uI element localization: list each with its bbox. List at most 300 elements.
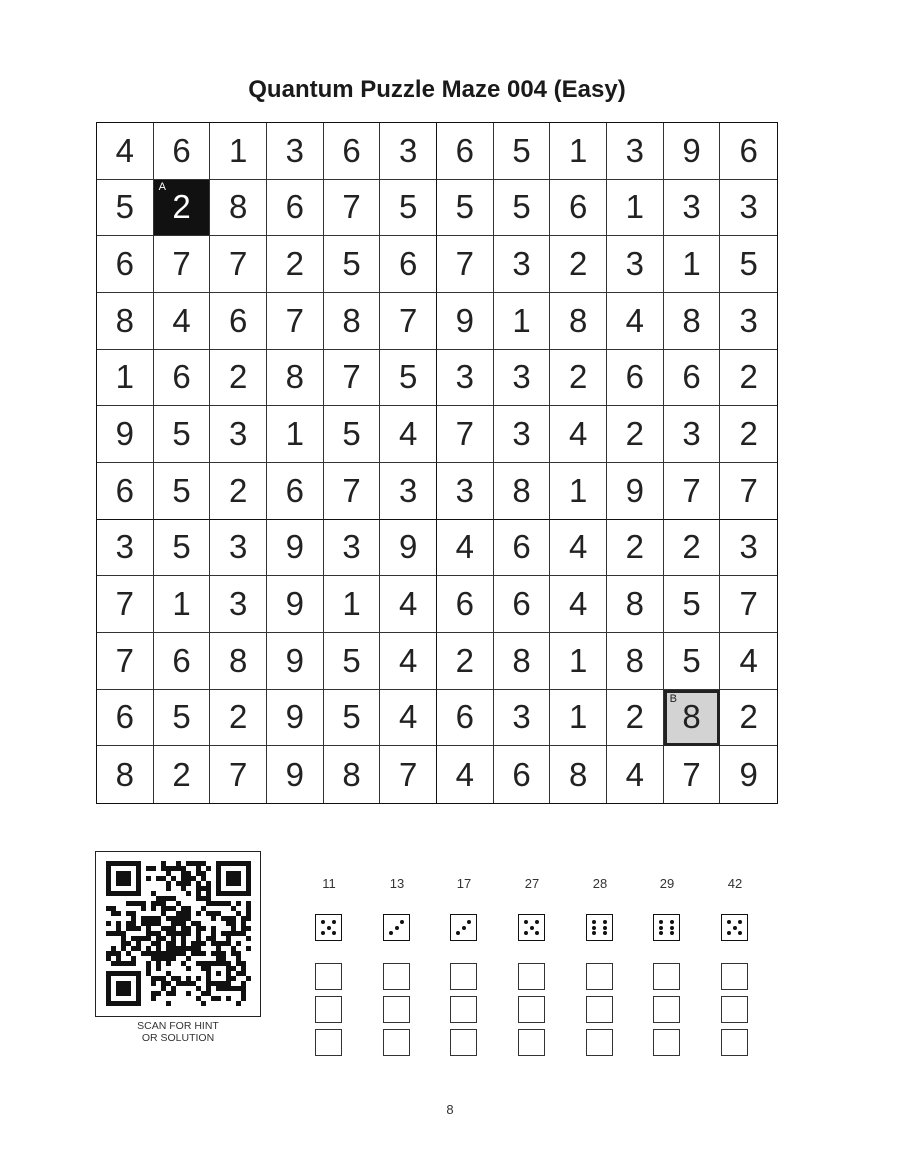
cell-value: 6 [115, 245, 134, 283]
grid-cell[interactable] [437, 746, 494, 803]
grid-cell[interactable] [324, 123, 381, 180]
answer-box[interactable] [383, 1029, 410, 1056]
grid-cell[interactable] [550, 293, 607, 350]
grid-cell[interactable] [324, 180, 381, 237]
cell-value: 8 [625, 641, 644, 679]
grid-cell[interactable] [720, 406, 777, 463]
grid-cell[interactable] [154, 123, 211, 180]
grid-cell[interactable] [154, 633, 211, 690]
grid-cell[interactable] [607, 406, 664, 463]
die-pip [670, 920, 674, 924]
grid-cell[interactable] [324, 293, 381, 350]
grid-cell[interactable] [210, 576, 267, 633]
answer-box[interactable] [653, 1029, 680, 1056]
grid-cell[interactable] [380, 633, 437, 690]
grid-cell[interactable] [720, 633, 777, 690]
grid-cell[interactable] [437, 633, 494, 690]
grid-cell[interactable] [154, 520, 211, 577]
cell-value: 3 [228, 415, 248, 453]
grid-cell[interactable] [607, 633, 664, 690]
grid-cell[interactable] [380, 236, 437, 293]
answer-box[interactable] [721, 963, 748, 990]
cell-value: 2 [568, 245, 588, 283]
die-pip [733, 926, 737, 930]
grid-cell[interactable] [664, 576, 721, 633]
cell-value: 9 [285, 585, 304, 623]
cell-value: 2 [568, 358, 588, 396]
cell-value: 1 [568, 698, 588, 736]
cell-value: 6 [455, 585, 474, 623]
die-pip [738, 931, 742, 935]
grid-cell[interactable] [607, 293, 664, 350]
grid-cell[interactable] [607, 123, 664, 180]
grid-cell[interactable] [97, 180, 154, 237]
grid-cell[interactable] [324, 520, 381, 577]
grid-cell[interactable] [607, 690, 664, 747]
grid-cell[interactable] [97, 350, 154, 407]
die-pip [603, 931, 607, 935]
grid-cell[interactable] [720, 293, 777, 350]
dice-number: 11 [322, 876, 336, 891]
cell-value: 2 [625, 698, 644, 736]
grid-cell[interactable] [550, 576, 607, 633]
cell-value: 4 [398, 415, 418, 453]
grid-cell[interactable] [607, 180, 664, 237]
grid-cell[interactable] [210, 123, 267, 180]
cell-value: 6 [398, 245, 418, 283]
grid-cell[interactable] [380, 520, 437, 577]
grid-cell[interactable] [324, 406, 381, 463]
cell-value: 4 [398, 585, 418, 623]
cell-value: 3 [398, 471, 418, 509]
die-pip [456, 931, 460, 935]
cell-value: 8 [285, 358, 304, 396]
grid-cell[interactable] [437, 236, 494, 293]
cell-value: 1 [228, 131, 248, 169]
cell-value: 7 [172, 245, 191, 283]
cell-value: 5 [342, 245, 361, 283]
cell-value: 8 [115, 301, 134, 339]
cell-value: 2 [285, 245, 304, 283]
grid-cell[interactable] [154, 746, 211, 803]
cell-value: 1 [285, 415, 304, 453]
cell-value: 3 [739, 528, 758, 566]
grid-cell[interactable] [267, 406, 324, 463]
cell-value: 8 [228, 188, 248, 226]
grid-cell[interactable] [437, 406, 494, 463]
cell-value: 1 [682, 245, 701, 283]
cell-value: 4 [398, 698, 418, 736]
answer-box[interactable] [586, 996, 613, 1023]
grid-cell[interactable] [154, 406, 211, 463]
start-cell[interactable] [154, 180, 211, 237]
cell-value: 6 [342, 131, 361, 169]
grid-cell[interactable] [607, 463, 664, 520]
die-pip [327, 926, 331, 930]
grid-cell[interactable] [607, 520, 664, 577]
cell-value: 9 [455, 301, 474, 339]
die-pip [727, 920, 731, 924]
grid-cell[interactable] [720, 576, 777, 633]
die-pip [670, 931, 674, 935]
grid-cell[interactable] [437, 350, 494, 407]
grid-cell[interactable] [550, 350, 607, 407]
cell-value: 6 [228, 301, 248, 339]
end-cell[interactable] [664, 690, 721, 747]
cell-value: 1 [625, 188, 644, 226]
grid-cell[interactable] [494, 180, 551, 237]
cell-value: 7 [228, 245, 248, 283]
grid-cell[interactable] [97, 633, 154, 690]
grid-cell[interactable] [380, 180, 437, 237]
cell-value: 4 [568, 415, 588, 453]
grid-cell[interactable] [380, 406, 437, 463]
answer-box[interactable] [586, 963, 613, 990]
grid-cell[interactable] [494, 690, 551, 747]
grid-cell[interactable] [437, 463, 494, 520]
grid-cell[interactable] [324, 236, 381, 293]
cell-value: 9 [285, 528, 304, 566]
cell-value: 7 [739, 585, 758, 623]
grid-cell[interactable] [664, 236, 721, 293]
grid-cell[interactable] [494, 463, 551, 520]
grid-cell[interactable] [437, 520, 494, 577]
answer-box[interactable] [721, 1029, 748, 1056]
grid-cell[interactable] [97, 520, 154, 577]
die-pip [592, 931, 596, 935]
grid-cell[interactable] [267, 746, 324, 803]
cell-value: 8 [115, 755, 134, 793]
grid-cell[interactable] [607, 350, 664, 407]
grid-cell[interactable] [97, 236, 154, 293]
die-pip [659, 931, 663, 935]
answer-box[interactable] [518, 963, 545, 990]
grid-cell[interactable] [664, 746, 721, 803]
grid-cell[interactable] [550, 633, 607, 690]
grid-cell[interactable] [324, 350, 381, 407]
grid-cell[interactable] [494, 406, 551, 463]
cell-value: 5 [398, 188, 418, 226]
answer-box[interactable] [315, 963, 342, 990]
grid-cell[interactable] [664, 180, 721, 237]
answer-box[interactable] [518, 1029, 545, 1056]
cell-value: 2 [625, 415, 644, 453]
grid-cell[interactable] [720, 746, 777, 803]
cell-value: 4 [568, 528, 588, 566]
grid-cell[interactable] [720, 123, 777, 180]
cell-value: 5 [342, 698, 361, 736]
cell-value: 3 [625, 131, 644, 169]
grid-cell[interactable] [437, 690, 494, 747]
grid-cell[interactable] [550, 406, 607, 463]
cell-value: 2 [228, 471, 248, 509]
grid-cell[interactable] [324, 633, 381, 690]
cell-value: 7 [115, 585, 134, 623]
grid-cell[interactable] [154, 350, 211, 407]
grid-cell[interactable] [607, 576, 664, 633]
answer-box[interactable] [518, 996, 545, 1023]
grid-cell[interactable] [550, 463, 607, 520]
die-pip [592, 926, 596, 930]
cell-value: 8 [682, 698, 701, 736]
cell-value: 6 [455, 131, 474, 169]
grid-cell[interactable] [550, 520, 607, 577]
cell-value: 6 [512, 528, 531, 566]
cell-value: 9 [682, 131, 701, 169]
cell-value: 8 [512, 641, 531, 679]
die-pip [332, 920, 336, 924]
cell-value: 5 [455, 188, 474, 226]
cell-value: 2 [739, 698, 758, 736]
cell-value: 5 [398, 358, 418, 396]
grid-cell[interactable] [494, 293, 551, 350]
grid-cell[interactable] [380, 576, 437, 633]
cell-value: 1 [568, 471, 588, 509]
grid-cell[interactable] [97, 406, 154, 463]
cell-value: 5 [739, 245, 758, 283]
answer-box[interactable] [721, 996, 748, 1023]
grid-cell[interactable] [324, 463, 381, 520]
cell-value: 4 [398, 641, 418, 679]
cell-value: 5 [342, 641, 361, 679]
dice-number: 13 [389, 876, 405, 891]
grid-cell[interactable] [97, 746, 154, 803]
cell-value: 4 [568, 585, 588, 623]
grid-cell[interactable] [720, 350, 777, 407]
die-pip [524, 931, 528, 935]
cell-value: 3 [342, 528, 361, 566]
cell-value: 3 [512, 415, 531, 453]
cell-value: 6 [285, 471, 304, 509]
cell-value: 3 [682, 415, 701, 453]
grid-cell[interactable] [154, 293, 211, 350]
grid-cell[interactable] [550, 690, 607, 747]
grid-cell[interactable] [154, 236, 211, 293]
cell-value: 2 [172, 755, 191, 793]
cell-value: 9 [285, 755, 304, 793]
grid-cell[interactable] [210, 180, 267, 237]
grid-cell[interactable] [154, 463, 211, 520]
cell-value: 8 [228, 641, 248, 679]
die-pip [389, 931, 393, 935]
grid-cell[interactable] [267, 520, 324, 577]
cell-value: 1 [568, 131, 588, 169]
grid-cell[interactable] [720, 236, 777, 293]
die-pip [332, 931, 336, 935]
answer-box[interactable] [450, 1029, 477, 1056]
grid-cell[interactable] [607, 236, 664, 293]
grid-cell[interactable] [550, 123, 607, 180]
die-pip [659, 920, 663, 924]
cell-value: 8 [625, 585, 644, 623]
cell-value: 3 [228, 528, 248, 566]
grid-cell[interactable] [720, 180, 777, 237]
die-pip [659, 926, 663, 930]
grid-cell[interactable] [494, 746, 551, 803]
dice-number: 29 [659, 876, 675, 891]
grid-cell[interactable] [437, 293, 494, 350]
die-face-icon [586, 914, 613, 941]
cell-value: 3 [455, 358, 474, 396]
die-pip [321, 931, 325, 935]
qr-code[interactable] [95, 851, 261, 1017]
qr-caption [95, 1020, 261, 1044]
grid-cell[interactable] [380, 123, 437, 180]
grid-cell[interactable] [324, 746, 381, 803]
grid-cell[interactable] [607, 746, 664, 803]
answer-box[interactable] [450, 963, 477, 990]
grid-cell[interactable] [494, 576, 551, 633]
cell-value: 3 [228, 585, 248, 623]
cell-value: 7 [342, 358, 361, 396]
cell-value: 6 [172, 131, 191, 169]
cell-value: 2 [739, 358, 758, 396]
cell-value: 8 [568, 755, 588, 793]
grid-cell[interactable] [664, 463, 721, 520]
cell-value: 6 [682, 358, 701, 396]
cell-value: 3 [512, 245, 531, 283]
grid-cell[interactable] [210, 236, 267, 293]
grid-cell[interactable] [380, 690, 437, 747]
grid-cell[interactable] [267, 350, 324, 407]
cell-value: 5 [172, 698, 191, 736]
grid-cell[interactable] [210, 463, 267, 520]
grid-cell[interactable] [324, 576, 381, 633]
answer-box[interactable] [653, 996, 680, 1023]
grid-cell[interactable] [210, 633, 267, 690]
grid-cell[interactable] [267, 180, 324, 237]
answer-box[interactable] [315, 1029, 342, 1056]
answer-box[interactable] [383, 996, 410, 1023]
grid-cell[interactable] [437, 123, 494, 180]
cell-value: 4 [739, 641, 758, 679]
grid-cell[interactable] [380, 350, 437, 407]
grid-cell[interactable] [494, 236, 551, 293]
cell-value: 3 [455, 471, 474, 509]
grid-cell[interactable] [437, 576, 494, 633]
grid-cell[interactable] [664, 633, 721, 690]
grid-cell[interactable] [550, 180, 607, 237]
cell-value: 7 [398, 755, 418, 793]
grid-cell[interactable] [550, 746, 607, 803]
grid-cell[interactable] [664, 350, 721, 407]
cell-value: 2 [455, 641, 474, 679]
grid-cell[interactable] [267, 576, 324, 633]
grid-cell[interactable] [210, 690, 267, 747]
die-pip [467, 920, 471, 924]
grid-cell[interactable] [267, 123, 324, 180]
grid-cell[interactable] [720, 463, 777, 520]
grid-cell[interactable] [210, 350, 267, 407]
grid-cell[interactable] [267, 690, 324, 747]
grid-cell[interactable] [664, 520, 721, 577]
answer-box[interactable] [383, 963, 410, 990]
grid-cell[interactable] [97, 123, 154, 180]
answer-box[interactable] [450, 996, 477, 1023]
cell-value: 8 [682, 301, 701, 339]
grid-cell[interactable] [494, 350, 551, 407]
cell-value: 4 [115, 131, 134, 169]
cell-value: 7 [682, 755, 701, 793]
grid-cell[interactable] [437, 180, 494, 237]
cell-value: 4 [625, 755, 644, 793]
cell-value: 6 [172, 641, 191, 679]
answer-box[interactable] [586, 1029, 613, 1056]
grid-cell[interactable] [210, 746, 267, 803]
cell-value: 5 [115, 188, 134, 226]
grid-cell[interactable] [210, 406, 267, 463]
cell-value: 7 [342, 188, 361, 226]
grid-cell[interactable] [210, 293, 267, 350]
cell-value: 6 [568, 188, 588, 226]
grid-cell[interactable] [494, 520, 551, 577]
grid-cell[interactable] [324, 690, 381, 747]
grid-cell[interactable] [267, 293, 324, 350]
die-face-icon [721, 914, 748, 941]
cell-value: 9 [398, 528, 418, 566]
grid-cell[interactable] [210, 520, 267, 577]
grid-cell[interactable] [380, 463, 437, 520]
grid-cell[interactable] [154, 576, 211, 633]
grid-cell[interactable] [267, 463, 324, 520]
cell-value: 7 [398, 301, 418, 339]
die-pip [670, 926, 674, 930]
cell-value: 2 [172, 188, 191, 226]
grid-cell[interactable] [267, 633, 324, 690]
cell-value: 2 [625, 528, 644, 566]
grid-cell[interactable] [720, 690, 777, 747]
cell-value: 9 [285, 641, 304, 679]
answer-box[interactable] [315, 996, 342, 1023]
cell-value: 1 [172, 585, 191, 623]
grid-cell[interactable] [494, 633, 551, 690]
cell-value: 6 [739, 131, 758, 169]
die-pip [524, 920, 528, 924]
grid-cell[interactable] [380, 293, 437, 350]
cell-value: 1 [512, 301, 531, 339]
grid-cell[interactable] [664, 123, 721, 180]
grid-cell[interactable] [154, 690, 211, 747]
cell-value: 6 [115, 698, 134, 736]
cell-value: 5 [172, 528, 191, 566]
grid-cell[interactable] [97, 690, 154, 747]
answer-box[interactable] [653, 963, 680, 990]
die-pip [727, 931, 731, 935]
cell-value: 9 [115, 415, 134, 453]
grid-cell[interactable] [664, 293, 721, 350]
grid-cell[interactable] [97, 463, 154, 520]
cell-value: 5 [172, 471, 191, 509]
cell-value: 6 [285, 188, 304, 226]
cell-value: 8 [342, 301, 361, 339]
grid-cell[interactable] [664, 406, 721, 463]
dice-number: 42 [727, 876, 743, 891]
grid-cell[interactable] [720, 520, 777, 577]
grid-cell[interactable] [380, 746, 437, 803]
grid-cell[interactable] [494, 123, 551, 180]
cell-value: 9 [285, 698, 304, 736]
cell-value: 7 [285, 301, 304, 339]
cell-value: 9 [739, 755, 758, 793]
grid-cell[interactable] [97, 293, 154, 350]
cell-value: 5 [682, 641, 701, 679]
cell-value: 6 [172, 358, 191, 396]
grid-cell[interactable] [97, 576, 154, 633]
grid-cell[interactable] [550, 236, 607, 293]
die-pip [738, 920, 742, 924]
dice-number: 27 [524, 876, 540, 891]
grid-cell[interactable] [267, 236, 324, 293]
